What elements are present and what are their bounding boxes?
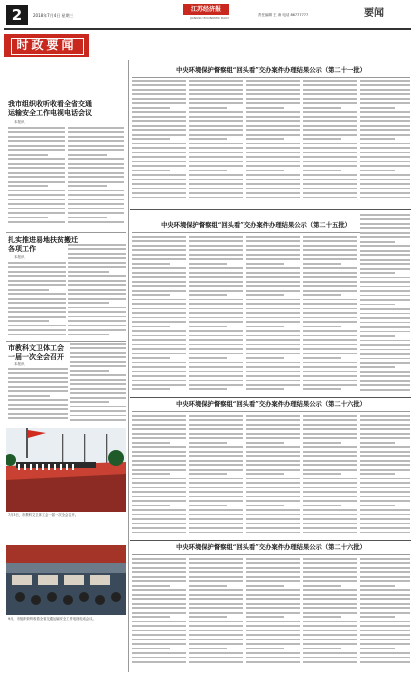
bulletin-1-col4 — [303, 80, 357, 205]
article2-body-col2 — [68, 244, 126, 342]
article1-headline-line2: 运输安全工作电视电话会议 — [8, 108, 92, 117]
bulletin-2-rule — [132, 232, 382, 233]
left-divider-1 — [6, 232, 126, 233]
bulletin-4-col3 — [246, 558, 300, 670]
bulletin-4-col2 — [189, 558, 243, 670]
article3-body-col1 — [8, 368, 68, 426]
photo-flag-ceremony — [6, 428, 126, 512]
article1-body-col2 — [68, 127, 124, 229]
bulletin-1-rule — [132, 77, 410, 78]
article3-body-col2 — [70, 343, 126, 426]
photo2-caption: 9月，市组织收听收看全省交通运输安全工作电视电话会议。 — [8, 617, 96, 621]
bulletin-1-col5 — [360, 80, 410, 205]
article3-headline[interactable] — [8, 343, 68, 361]
article3-headline-line2: 一届一次全会召开 — [8, 352, 64, 361]
bulletin-1-col1 — [132, 80, 186, 205]
article3-headline-line1: 市教科文卫体工会 — [8, 343, 64, 352]
bulletin-separator-2 — [130, 397, 411, 398]
bulletin-3-col1 — [132, 415, 186, 537]
bulletin-title-3[interactable]: 中央环境保护督察组“回头看”交办案件办理结果公示（第二十六批） — [176, 401, 366, 408]
bulletin-separator-1 — [130, 209, 411, 210]
bulletin-3-col3 — [246, 415, 300, 537]
bulletin-1-col3 — [246, 80, 300, 205]
section-name: 要闻 — [364, 8, 384, 19]
paper-subtitle: JIANGSU ECONOMIC DAILY — [190, 16, 230, 20]
bulletin-4-col4 — [303, 558, 357, 670]
page-number: 2 — [6, 5, 28, 25]
article2-byline: 本报讯 — [14, 255, 25, 259]
bulletin-3-col2 — [189, 415, 243, 537]
photo1-caption: 7月3日，市教科文卫体工会一届一次全会召开。 — [8, 513, 79, 517]
article3-byline: 本报讯 — [14, 362, 25, 366]
bulletin-title-4[interactable]: 中央环境保护督察组“回头看”交办案件办理结果公示（第二十六批） — [176, 544, 366, 551]
masthead — [0, 0, 415, 34]
bulletin-4-rule — [132, 554, 410, 555]
editor-info: 责任编辑 王 涛 电话 86777777 — [258, 13, 309, 17]
bulletin-4-col1 — [132, 558, 186, 670]
bulletin-3-col5 — [360, 415, 410, 537]
article2-headline-line1: 扎实推进易地扶贫搬迁 — [8, 235, 78, 244]
article2-body-col1 — [8, 262, 66, 342]
masthead-rule — [4, 28, 411, 30]
article1-headline[interactable] — [8, 99, 128, 117]
section-banner-text: 时政要闻 — [16, 38, 77, 52]
bulletin-2-col5 — [360, 214, 410, 394]
article2-headline-line2: 各项工作 — [8, 244, 36, 253]
bulletin-1-col2 — [189, 80, 243, 205]
bulletin-title-2[interactable]: 中央环境保护督察组“回头看”交办案件办理结果公示（第二十五批） — [161, 222, 351, 229]
photo-meeting — [6, 545, 126, 615]
bulletin-title-1[interactable]: 中央环境保护督察组“回头看”交办案件办理结果公示（第二十一批） — [176, 67, 366, 74]
section-banner — [4, 34, 89, 57]
article1-byline: 本报讯 — [14, 120, 25, 124]
article1-headline-line1: 我市组织收听收看全省交通 — [8, 99, 92, 108]
left-divider-2 — [6, 341, 126, 342]
bulletin-2-col3 — [246, 236, 300, 394]
bulletin-separator-3 — [130, 540, 411, 541]
paper-logo: 江苏经济报 — [183, 4, 229, 15]
bulletin-4-col5 — [360, 558, 410, 670]
bulletin-3-rule — [132, 411, 410, 412]
date-line: 2018年7月4日 星期三 — [33, 13, 74, 18]
column-separator — [128, 60, 129, 672]
bulletin-2-col2 — [189, 236, 243, 394]
bulletin-3-col4 — [303, 415, 357, 537]
bulletin-2-col4 — [303, 236, 357, 394]
article1-body-col1 — [8, 127, 65, 229]
bulletin-2-col1 — [132, 236, 186, 394]
